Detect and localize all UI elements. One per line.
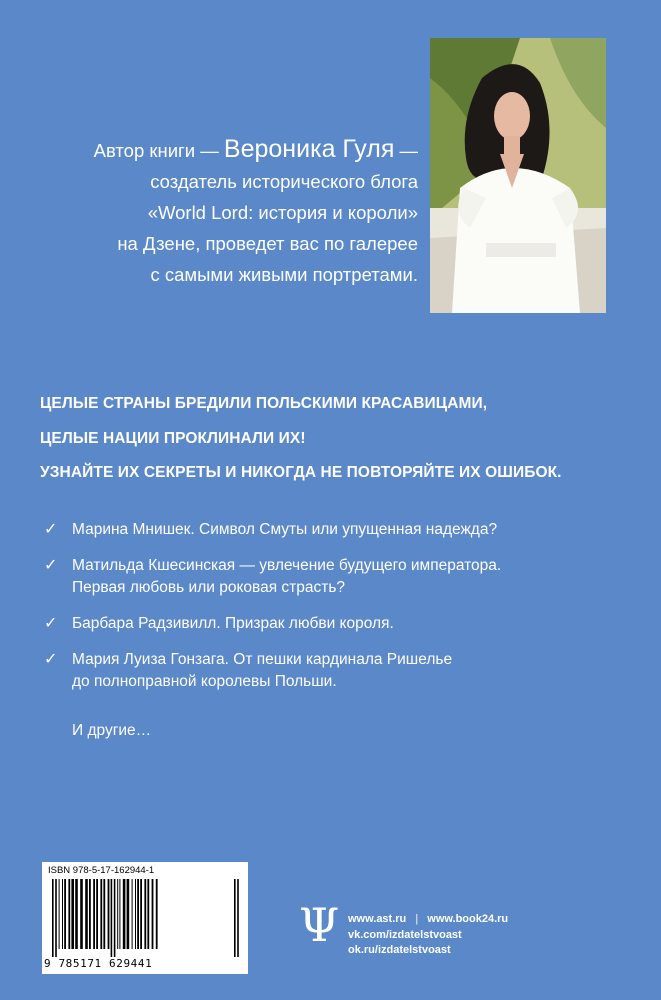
heroine-list — [44, 519, 624, 707]
barcode-bar — [80, 879, 83, 949]
publisher-links — [348, 912, 508, 959]
check-icon: ✓ — [44, 557, 58, 574]
author-intro-line4: на Дзене, проведет вас по галерее — [117, 233, 418, 254]
barcode-bar — [156, 879, 158, 949]
barcode-bar — [119, 879, 120, 949]
author-name: Вероника Гуля — [223, 135, 395, 163]
barcode-bar — [114, 879, 116, 957]
barcode-bar — [62, 879, 63, 949]
tagline-line: УЗНАЙТЕ ИХ СЕКРЕТЫ И НИКОГДА НЕ ПОВТОРЯЙТЕ ИХ ОШИБОК. — [40, 464, 562, 481]
barcode-bar — [64, 879, 66, 949]
barcode-bar — [135, 879, 136, 949]
check-icon: ✓ — [44, 651, 58, 668]
isbn: ISBN 978-5-17-162944-1 — [48, 865, 155, 876]
list-item: ✓ Мария Луиза Гонзага. От пешки кардинала Ришелье до полноправной королевы Польши. — [44, 651, 453, 690]
barcode-bar — [55, 879, 57, 957]
barcode-bar — [93, 879, 95, 949]
barcode-bar — [137, 879, 139, 949]
check-icon: ✓ — [44, 615, 58, 632]
barcode-bar — [152, 879, 154, 949]
barcode — [42, 862, 248, 974]
author-intro-line5: с самыми живыми портретами. — [150, 264, 418, 285]
author-intro-line3: «World Lord: история и короли» — [147, 202, 418, 223]
barcode-bar — [147, 879, 149, 949]
barcode-bar — [103, 879, 105, 949]
barcode-bar — [96, 879, 98, 949]
barcode-bar — [123, 879, 126, 949]
barcode-bar — [68, 879, 70, 949]
barcode-bar — [111, 879, 113, 957]
barcode-bar — [108, 879, 110, 949]
barcode-bar — [71, 879, 74, 949]
barcode-bar — [237, 879, 239, 957]
tagline — [40, 387, 630, 491]
link-ast: www.ast.ru — [348, 913, 407, 925]
author-intro-line2: создатель исторического блога — [150, 171, 418, 192]
author-photo — [430, 38, 606, 313]
barcode-bars — [46, 879, 244, 957]
barcode-bar — [89, 879, 91, 949]
link-vk: vk.com/izdatelstvoast — [348, 928, 462, 941]
author-intro — [40, 134, 418, 290]
barcode-bar — [100, 879, 102, 949]
link-separator: | — [415, 913, 419, 925]
barcode-bar — [140, 879, 142, 949]
link-book24: www.book24.ru — [427, 913, 509, 925]
barcode-bar — [59, 879, 60, 949]
and-others: И другие… — [72, 722, 152, 739]
barcode-bar — [52, 879, 54, 957]
barcode-bar — [117, 879, 118, 949]
tagline-line: ЦЕЛЫЕ НАЦИИ ПРОКЛИНАЛИ ИХ! — [40, 429, 306, 447]
link-ok: ok.ru/izdatelstvoast — [348, 944, 451, 956]
barcode-bar — [144, 879, 146, 949]
list-item: ✓ Марина Мнишек. Символ Смуты или упущенная надежда? — [44, 521, 498, 538]
barcode-number: 9 785171 629441 — [44, 957, 153, 970]
psi-icon: Ψ — [299, 898, 340, 952]
barcode-bar — [75, 879, 78, 949]
list-item: ✓ Барбара Радзивилл. Призрак любви короля. — [44, 615, 394, 632]
tagline-line: ЦЕЛЫЕ СТРАНЫ БРЕДИЛИ ПОЛЬСКИМИ КРАСАВИЦАМИ, — [40, 395, 488, 412]
author-intro-line1: Автор книги — Вероника Гуля — — [93, 135, 418, 163]
check-icon: ✓ — [44, 521, 58, 538]
barcode-bar — [127, 879, 130, 949]
barcode-bar — [132, 879, 133, 949]
barcode-bar — [234, 879, 236, 957]
barcode-bar — [85, 879, 88, 949]
list-item: ✓ Матильда Кшесинская — увлечение будущего императора. Первая любовь или роковая страсть? — [44, 557, 502, 596]
